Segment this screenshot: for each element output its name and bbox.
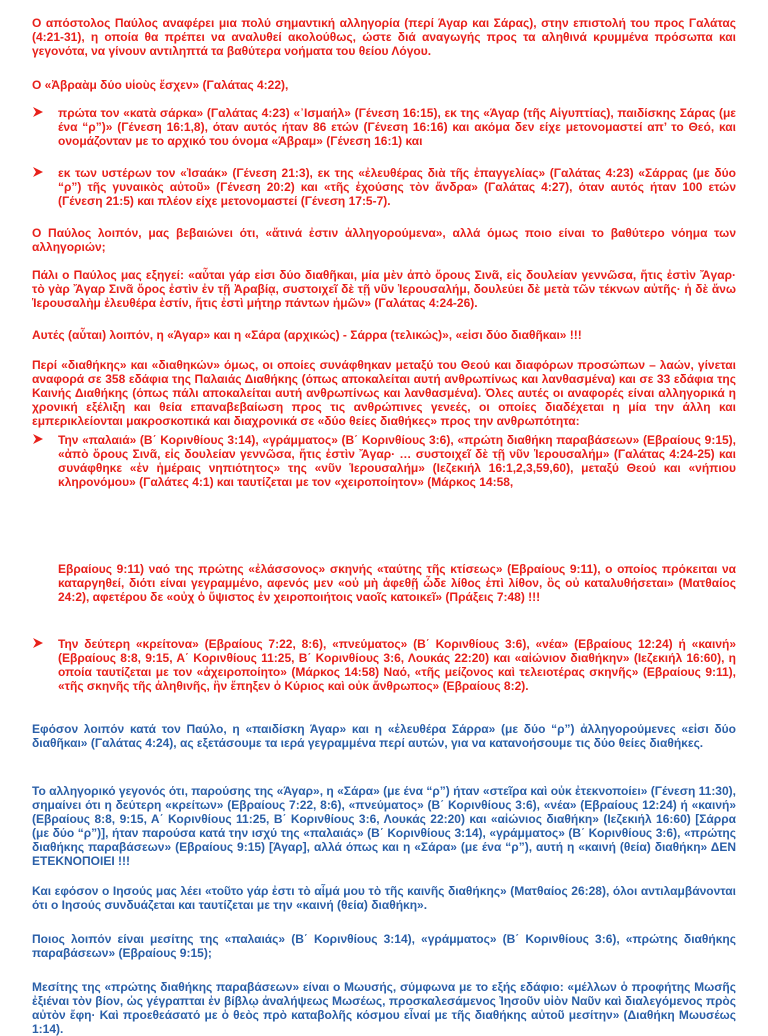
bullet-new-covenant: Την δεύτερη «κρείτονα» (Εβραίους 7:22, 8:6), «πνεύματος» (Β΄ Κορινθίους 3:6), «νέα» (Εβραίους 12:24) ή «καινή» (Εβραίους 8:8, 9:15, Α΄ Κορινθίους 11:25, Β΄ Κορινθίους 3:6, Λουκάς 22:20) και «αἰώνιον διαθήκην» (Ιεζεκιήλ 16:60), η οποία ταυτίζεται με τον «ἀχειροποίητο» (Μάρκος 14:58) Ναό, «τῆς μείζονος καὶ τελειοτέρας σκηνῆς» (Εβραίους 9:11), «τῆς σκηνῆς τῆς ἀληθινῆς, ἣν ἔπηξεν ὁ Κύριος καὶ οὐκ ἄνθρωπος» (Εβραίους 8:2).	[58, 637, 736, 693]
jesus-new-covenant-paragraph: Και εφόσον ο Ιησούς μας λέει «τοῦτο γάρ ἐστι τὸ αἷμά μου τὸ τῆς καινῆς διαθήκης» (Ματθαίος 26:28), όλοι αντιλαμβάνονται ότι ο Ιησούς συνδυάζεται και ταυτίζεται με την «καινή (θεία) διαθήκη».	[32, 884, 736, 912]
moses-mediator-paragraph: Μεσίτης της «πρώτης διαθήκης παραβάσεων» είναι ο Μωυσής, σύμφωνα με το εξής εδάφιο: «μέλλων ὁ προφήτης Μωσῆς ἐξιέναι τὸν βίον, ὡς γέγραπται ἐν βίβλῳ ἀναλήψεως Μωσέως, προσκαλεσάμενος Ἰησοῦν υἱὸν Ναῦν καὶ διαλεγόμενος πρὸς αὐτὸν ἔφη· Καὶ προεθεάσατό με ὁ θεὸς πρὸ καταβολῆς κόσμου εἶναί με τῆς διαθήκης αὐτοῦ μεσίτην» (Διαθήκη Μωυσέως 1:14).	[32, 980, 736, 1036]
abraham-two-sons-paragraph: Ο «Ἀβραὰμ δύο υἱοὺς ἔσχεν» (Γαλάτας 4:22),	[32, 78, 289, 92]
paul-explains-paragraph: Πάλι ο Παύλος μας εξηγεί: «αὗται γάρ εἰσι δύο διαθῆκαι, μία μὲν ἀπὸ ὄρους Σινᾶ, εἰς δουλείαν γεννῶσα, ἥτις ἐστὶν Ἄγαρ· τὸ γὰρ Ἄγαρ Σινᾶ ὄρος ἐστὶν ἐν τῇ Ἀραβίᾳ, συστοιχεῖ δὲ τῇ νῦν Ἱερουσαλήμ, δουλεύει δὲ μετὰ τῶν τέκνων αὐτῆς· ἡ δὲ ἄνω Ἱερουσαλὴμ ἐλευθέρα ἐστίν, ἥτις ἐστὶ μήτηρ πάντων ἡμῶν» (Γαλάτας 4:24-26).	[32, 268, 736, 310]
bullet-old-covenant-continued: Εβραίους 9:11) ναό της πρώτης «ἐλάσσονος» σκηνής «ταύτης τῆς κτίσεως» (Εβραίους 9:11), ο οποίος πρόκειται να καταργηθεί, διότι είναι γεγραμμένο, αφενός μεν «οὐ μὴ ἀφεθῇ ὧδε λίθος ἐπὶ λίθον, ὃς οὐ καταλυθήσεται» (Ματθαίος 24:2), αφετέρου δε «οὐχ ὁ ὕψιστος ἐν χειροποιήτοις ναοῖς κατοικεῖ» (Πράξεις 7:48) !!!	[58, 562, 736, 604]
arrow-bullet-icon	[32, 106, 46, 120]
covenants-references-paragraph: Περί «διαθήκης» και «διαθηκών» όμως, οι οποίες συνάφθηκαν μεταξύ του Θεού και διαφόρων προσώπων – λαών, γίνεται αναφορά σε 358 εδάφια της Παλαιάς Διαθήκης (όπως αποκαλείται αυτή ανθρωπίνως και λανθασμένα) και σε 33 εδάφια της Καινής Διαθήκης (όπως πάλι αποκαλείται αυτή ανθρωπίνως και λανθασμένα). Όλες αυτές οι αναφορές είναι αλληγορικά η χρονική εξέλιξη και θεία επαναβεβαίωση προς τις ανθρώπινες γενεές, οι οποίες διαδέχεται η μία την άλλη και εμπερικλείονται μακροσκοπικά και διαχρονικά σε «δύο θείες διαθήκες» προς την ανθρωπότητα:	[32, 358, 736, 428]
allegorical-event-paragraph: Το αλληγορικό γεγονός ότι, παρούσης της «Άγαρ», η «Σάρα» (με ένα “ρ”) ήταν «στεῖρα καὶ οὐκ ἐτεκνοποίει» (Γένεση 11:30), σημαίνει ότι η δεύτερη «κρείτων» (Εβραίους 7:22, 8:6), «πνεύματος» (Β΄ Κορινθίους 3:6), «νέα» (Εβραίους 12:24) ή «καινή» (Εβραίους 8:8, 9:15, Α΄ Κορινθίους 11:25, Β΄ Κορινθίους 3:6, Λουκάς 22:20) και «αἰώνιος διαθήκη» (Ιεζεκιήλ 16:60) [Σάρρα (με δύο “ρ”)], ήταν παρούσα κατά την ισχύ της «παλαιάς» (Β΄ Κορινθίους 3:14), «γράμματος» (Β΄ Κορινθίους 3:6), «πρώτης διαθήκης παραβάσεων» (Εβραίους 9:15) [Άγαρ], αλλά όπως και η «Σάρα» (με ένα “ρ”), αυτή η «καινή (θεία) διαθήκη» ΔΕΝ ΕΤΕΚΝΟΠΟΙΕΙ !!!	[32, 784, 736, 868]
arrow-bullet-icon	[32, 166, 46, 180]
arrow-bullet-icon	[32, 637, 46, 651]
two-covenants-paragraph: Αυτές (αὗται) λοιπόν, η «Άγαρ» και η «Σάρα (αρχικώς) - Σάρρα (τελικώς)», «εἰσι δύο διαθῆκαι» !!!	[32, 328, 582, 342]
arrow-bullet-icon	[32, 433, 46, 447]
intro-paragraph: Ο απόστολος Παύλος αναφέρει μια πολύ σημαντική αλληγορία (περί Άγαρ και Σάρας), στην επιστολή του προς Γαλάτας (4:21-31), η οποία θα πρέπει να αναλυθεί ακολούθως, ώστε διά αναγωγής προς τα αληθινά κρυμμένα πρόσωπα και γεγονότα, να γίνουν αντιληπτά τα βαθύτερα νοήματα του θείου Λόγου.	[32, 16, 736, 58]
mediator-question-paragraph: Ποιος λοιπόν είναι μεσίτης της «παλαιάς» (Β΄ Κορινθίους 3:14), «γράμματος» (Β΄ Κορινθίους 3:6), «πρώτης διαθήκης παραβάσεων» (Εβραίους 9:15);	[32, 932, 736, 960]
bullet-isaac: εκ των υστέρων τον «Ἰσαάκ» (Γένεση 21:3), εκ της «ἐλευθέρας διὰ τῆς ἐπαγγελίας» (Γαλάτας 4:23) «Σάρρας (με δύο “ρ”) τῆς γυναικὸς αὐτοῦ» (Γένεση 20:2) και «τῆς ἐχούσης τὸν ἄνδρα» (Γαλάτας 4:27), όταν αυτός ήταν 100 ετών (Γένεση 21:5) και πλέον είχε μετονομαστεί (Γένεση 17:5-7).	[58, 166, 736, 208]
bullet-ishmael: πρώτα τον «κατὰ σάρκα» (Γαλάτας 4:23) «᾿Ισμαήλ» (Γένεση 16:15), εκ της «Άγαρ (τῆς Αἰγυπτίας), παιδίσκης Σάρας (με ένα “ρ”)» (Γένεση 16:1,8), όταν αυτός ήταν 86 ετών (Γένεση 16:16) και ακόμα δεν είχε μετονομαστεί απ’ το Θεό, και ονομάζονταν με το αρχικό του όνομα «Άβραμ» (Γένεση 16:1) και	[58, 106, 736, 148]
since-paul-paragraph: Εφόσον λοιπόν κατά τον Παύλο, η «παιδίσκη Άγαρ» και η «ἐλευθέρα Σάρρα» (με δύο “ρ”) ἀλληγορούμενες «εἰσι δύο διαθῆκαι» (Γαλάτας 4:24), ας εξετάσουμε τα ιερά γεγραμμένα περί αυτών, για να κατανοήσουμε τις δύο θείες διαθήκες.	[32, 722, 736, 750]
bullet-old-covenant: Την «παλαιά» (Β΄ Κορινθίους 3:14), «γράμματος» (Β΄ Κορινθίους 3:6), «πρώτη διαθήκη παραβάσεων» (Εβραίους 9:15), «ἀπὸ ὄρους Σινᾶ, εἰς δουλείαν γεννῶσα, ἥτις ἐστὶν Ἄγαρ· … συστοιχεῖ δὲ τῇ νῦν Ἱερουσαλήμ» (Γαλάτας 4:24-25) και συνάφθηκε «ἐν ἡμέραις νηπιότητος» της «νῦν Ἱερουσαλήμ» (Ιεζεκιήλ 16:1,2,3,59,60), μεταξύ Θεού και «νήπιου κληρονόμου» (Γαλάτες 4:1) και ταυτίζεται με τον «χειροποίητον» (Μάρκος 14:58,	[58, 433, 736, 489]
allegory-question-paragraph: Ο Παύλος λοιπόν, μας βεβαιώνει ότι, «ἅτινά ἐστιν ἀλληγορούμενα», αλλά όμως ποιο είναι το βαθύτερο νόημα των αλληγοριών;	[32, 226, 736, 254]
